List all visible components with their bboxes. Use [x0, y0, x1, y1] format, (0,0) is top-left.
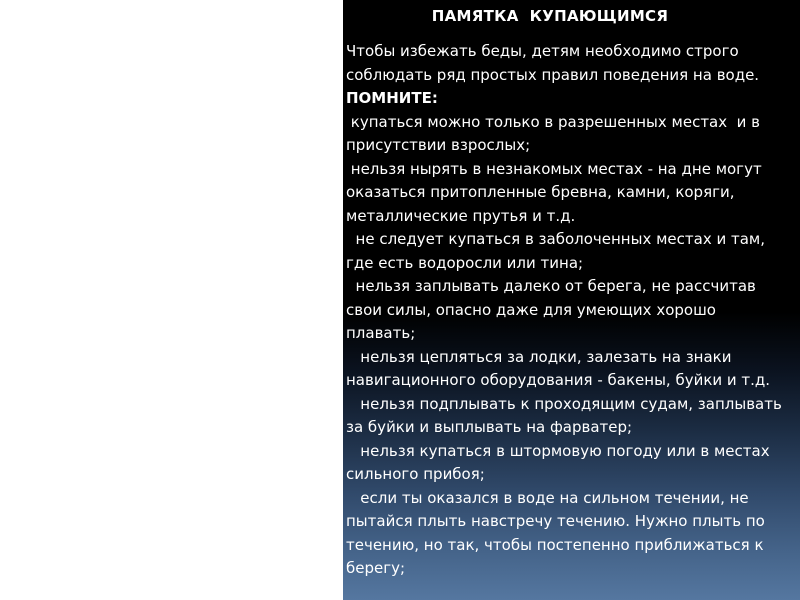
memo-title: ПАМЯТКА КУПАЮЩИМСЯ [431, 7, 669, 25]
blank-area [0, 0, 343, 600]
remember-heading: ПОМНИТЕ: [346, 89, 438, 107]
rule-line: берегу; [346, 559, 406, 577]
rule-line: нельзя подплывать к проходящим судам, заплывать [346, 394, 782, 413]
rule-line: свои силы, опасно даже для умеющих хорошо [346, 300, 716, 319]
rule-line: присутствии взрослых; [346, 136, 531, 154]
rule-line: оказаться притопленные бревна, камни, коряги, [346, 183, 735, 201]
rule-line: нельзя нырять в незнакомых местах - на дне могут [346, 159, 762, 178]
rule-line: купаться можно только в разрешенных местах и в [346, 112, 761, 131]
rule-line: плавать; [346, 324, 416, 342]
rule-line: нельзя купаться в штормовую погоду или в местах [346, 441, 770, 460]
intro-line: соблюдать ряд простых правил поведения на воде. [346, 65, 760, 84]
rule-line: если ты оказался в воде на сильном течении, не [346, 488, 749, 507]
rule-line: где есть водоросли или тина; [346, 253, 584, 272]
rule-line: металлические прутья и т.д. [346, 206, 576, 225]
rule-line: нельзя цепляться за лодки, залезать на знаки [346, 347, 732, 366]
intro-line: Чтобы избежать беды, детям необходимо строго [346, 42, 739, 60]
rule-line: нельзя заплывать далеко от берега, не рассчитав [346, 277, 756, 295]
rule-line: навигационного оборудования - бакены, буйки и т.д. [346, 371, 771, 389]
rule-line: пытайся плыть навстречу течению. Нужно плыть по [346, 512, 765, 530]
rule-line: течению, но так, чтобы постепенно приближаться к [346, 535, 764, 554]
rule-line: за буйки и выплывать на фарватер; [346, 418, 633, 436]
rule-line: сильного прибоя; [346, 465, 485, 483]
rule-line: не следует купаться в заболоченных местах и там, [346, 230, 765, 248]
memo-slide [343, 0, 800, 600]
memo-body [346, 40, 800, 581]
